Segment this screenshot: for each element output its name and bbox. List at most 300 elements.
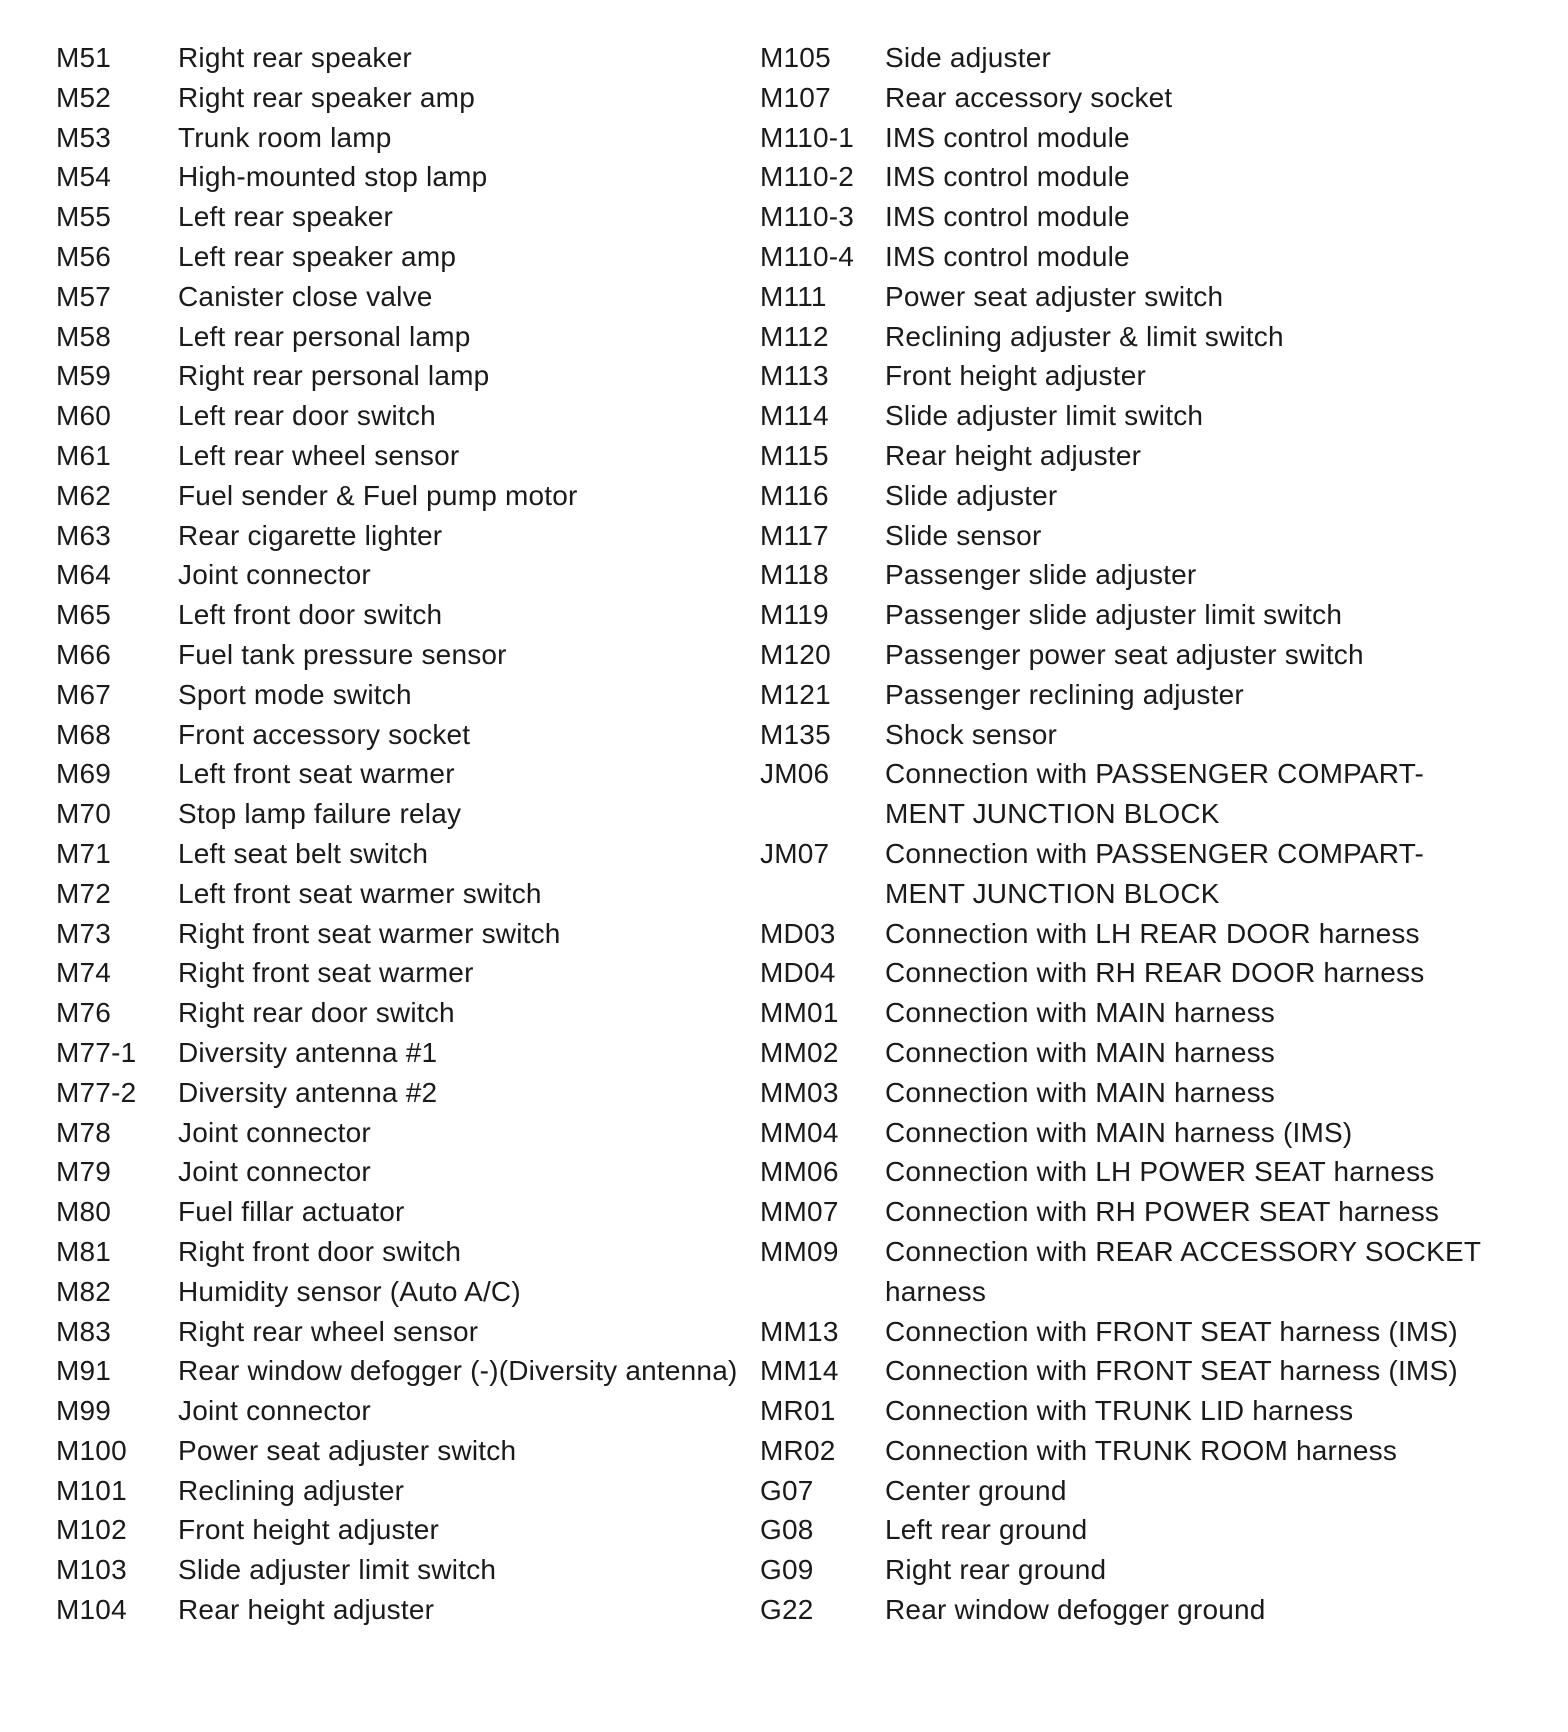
connector-entry (760, 993, 1550, 1033)
connector-description (885, 1073, 1275, 1113)
connector-code: M63 (56, 519, 112, 551)
connector-description (885, 754, 1424, 834)
connector-description-line: Fuel tank pressure sensor (178, 638, 507, 670)
connector-description-line: Joint connector (178, 559, 371, 591)
connector-code: M105 (760, 42, 831, 73)
connector-description (178, 555, 371, 595)
connector-code: M59 (56, 360, 112, 392)
connector-entry (760, 1590, 1550, 1630)
connector-entry (760, 595, 1550, 635)
connector-code: M110-2 (760, 161, 855, 193)
connector-description-line: Rear cigarette lighter (178, 519, 443, 551)
connector-entry (56, 1272, 746, 1312)
connector-description (178, 1073, 437, 1113)
connector-description-line: Connection with LH POWER SEAT harness (885, 1156, 1435, 1188)
connector-list-left (56, 38, 746, 1630)
connector-entry (56, 675, 746, 715)
connector-description-line: Right rear speaker (178, 42, 412, 73)
connector-code: M112 (760, 320, 829, 352)
connector-code: M118 (760, 559, 829, 591)
connector-description-line: Passenger slide adjuster (885, 559, 1197, 591)
connector-entry (56, 118, 746, 158)
connector-entry (56, 38, 746, 78)
connector-code: M72 (56, 877, 112, 909)
connector-description-line: Stop lamp failure relay (178, 798, 462, 830)
connector-entry (56, 1232, 746, 1272)
connector-description-line: Side adjuster (885, 42, 1052, 73)
connector-code: M61 (56, 439, 112, 471)
connector-code: M104 (56, 1594, 127, 1626)
connector-entry (760, 436, 1550, 476)
connector-entry (56, 1471, 746, 1511)
connector-code: G07 (760, 1474, 814, 1506)
connector-description (178, 396, 436, 436)
connector-entry (760, 237, 1550, 277)
connector-entry (56, 1391, 746, 1431)
connector-code: M76 (56, 997, 112, 1029)
connector-description-line: Left rear speaker amp (178, 240, 457, 272)
connector-entry (760, 1192, 1550, 1232)
connector-description (885, 1113, 1352, 1153)
connector-code: M102 (56, 1514, 127, 1546)
connector-entry (56, 834, 746, 874)
connector-entry (760, 476, 1550, 516)
connector-code: G08 (760, 1514, 814, 1546)
connector-code: M113 (760, 360, 829, 392)
connector-description (885, 436, 1141, 476)
connector-description (178, 953, 474, 993)
connector-entry (760, 1471, 1550, 1511)
connector-entry (56, 1510, 746, 1550)
connector-code: M56 (56, 240, 112, 272)
connector-entry (56, 237, 746, 277)
connector-entry (56, 1431, 746, 1471)
connector-description (885, 953, 1424, 993)
connector-entry (760, 1113, 1550, 1153)
connector-entry (56, 953, 746, 993)
connector-entry (56, 396, 746, 436)
connector-description-line: Right rear speaker amp (178, 81, 475, 113)
connector-entry (760, 1351, 1550, 1391)
connector-description (178, 914, 561, 954)
connector-description-line: Connection with FRONT SEAT harness (IMS) (885, 1355, 1458, 1387)
connector-description-line: Connection with FRONT SEAT harness (IMS) (885, 1315, 1458, 1347)
connector-entry (760, 754, 1550, 834)
connector-description-line: Trunk room lamp (178, 121, 392, 153)
connector-code: MR02 (760, 1434, 836, 1466)
connector-description-line: Connection with RH POWER SEAT harness (885, 1196, 1440, 1228)
connector-description (885, 1152, 1434, 1192)
connector-description (178, 1192, 405, 1232)
connector-entry (760, 675, 1550, 715)
connector-description-line: Right front door switch (178, 1235, 462, 1267)
connector-entry (56, 595, 746, 635)
connector-entry (760, 356, 1550, 396)
connector-code: MM06 (760, 1156, 839, 1188)
connector-entry (760, 635, 1550, 675)
connector-code: M57 (56, 280, 112, 312)
connector-entry (56, 993, 746, 1033)
connector-code: M62 (56, 479, 112, 511)
connector-entry (760, 277, 1550, 317)
connector-description (178, 118, 392, 158)
connector-entry (56, 794, 746, 834)
connector-entry (760, 1510, 1550, 1550)
connector-description (178, 1232, 461, 1272)
connector-description-line: Slide sensor (885, 519, 1042, 551)
connector-description (178, 197, 393, 237)
connector-code: M70 (56, 798, 112, 830)
connector-description (178, 595, 442, 635)
connector-code: M54 (56, 161, 112, 193)
connector-description-line: Right rear door switch (178, 997, 455, 1029)
connector-description-line: Front accessory socket (178, 718, 471, 750)
connector-description-line: Left front door switch (178, 599, 443, 631)
connector-entry (760, 1232, 1550, 1312)
connector-code: JM07 (760, 837, 830, 869)
connector-code: M99 (56, 1395, 112, 1427)
connector-entry (56, 555, 746, 595)
connector-code: JM06 (760, 758, 830, 790)
connector-description (178, 1033, 437, 1073)
connector-description (885, 834, 1424, 914)
connector-description-line: Left front seat warmer switch (178, 877, 542, 909)
connector-code: M83 (56, 1315, 112, 1347)
connector-description (178, 277, 433, 317)
connector-entry (760, 1073, 1550, 1113)
connector-description-line: Rear window defogger (-)(Diversity antenna) (178, 1355, 738, 1387)
connector-description-line: Connection with MAIN harness (885, 1076, 1275, 1108)
connector-description-line: Connection with MAIN harness (885, 997, 1275, 1029)
connector-description (885, 1550, 1106, 1590)
connector-description-line: Right rear personal lamp (178, 360, 490, 392)
connector-description (885, 595, 1342, 635)
connector-entry (56, 1113, 746, 1153)
connector-code: MM09 (760, 1235, 839, 1267)
connector-code: M77-1 (56, 1036, 137, 1068)
connector-description (178, 1471, 404, 1511)
connector-description-line: Left rear personal lamp (178, 320, 471, 352)
connector-description (885, 1033, 1275, 1073)
connector-description-line: IMS control module (885, 201, 1130, 233)
connector-description-line: High-mounted stop lamp (178, 161, 488, 193)
connector-description-line: Front height adjuster (178, 1514, 440, 1546)
connector-description (885, 157, 1130, 197)
connector-code: MM14 (760, 1355, 839, 1387)
connector-entry (760, 157, 1550, 197)
connector-description (178, 635, 507, 675)
connector-entry (760, 118, 1550, 158)
connector-code: MD04 (760, 957, 836, 989)
connector-entry (56, 277, 746, 317)
connector-description (885, 1391, 1353, 1431)
connector-code: M64 (56, 559, 112, 591)
connector-code: MM04 (760, 1116, 839, 1148)
connector-description (178, 237, 456, 277)
connector-code: M115 (760, 439, 829, 471)
connector-code: M101 (56, 1474, 127, 1506)
connector-description (178, 436, 459, 476)
connector-description (178, 78, 475, 118)
connector-entry (760, 834, 1550, 914)
connector-description-line: Left seat belt switch (178, 837, 429, 869)
connector-description-line: Reclining adjuster (178, 1474, 405, 1506)
connector-description-line: harness (885, 1275, 987, 1307)
connector-code: MR01 (760, 1395, 836, 1427)
connector-description-line: IMS control module (885, 121, 1130, 153)
connector-description (885, 118, 1130, 158)
connector-description-line: Front height adjuster (885, 360, 1147, 392)
connector-description (885, 1431, 1397, 1471)
connector-description-line: Connection with TRUNK LID harness (885, 1395, 1354, 1427)
connector-code: M66 (56, 638, 112, 670)
connector-code: M77-2 (56, 1076, 137, 1108)
connector-code: MM13 (760, 1315, 839, 1347)
connector-description (178, 157, 487, 197)
connector-description-line: Fuel sender & Fuel pump motor (178, 479, 578, 511)
connector-entry (760, 1033, 1550, 1073)
connector-description (178, 1312, 478, 1352)
connector-code: M116 (760, 479, 829, 511)
connector-description (885, 1192, 1439, 1232)
connector-description-line: Connection with RH REAR DOOR harness (885, 957, 1425, 989)
connector-entry (760, 715, 1550, 755)
connector-entry (760, 197, 1550, 237)
connector-description-line: Rear window defogger ground (885, 1594, 1266, 1626)
connector-description-line: Connection with TRUNK ROOM harness (885, 1434, 1398, 1466)
connector-description (885, 675, 1244, 715)
connector-entry (56, 715, 746, 755)
connector-description-line: Passenger slide adjuster limit switch (885, 599, 1343, 631)
connector-description (178, 1431, 516, 1471)
connector-code: M65 (56, 599, 112, 631)
connector-code: M120 (760, 638, 831, 670)
connector-entry (760, 396, 1550, 436)
connector-description (885, 914, 1420, 954)
connector-code: M81 (56, 1235, 112, 1267)
connector-code: M110-3 (760, 201, 855, 233)
connector-description-line: Connection with MAIN harness (IMS) (885, 1116, 1353, 1148)
connector-code: M78 (56, 1116, 112, 1148)
connector-description (178, 715, 470, 755)
connector-code: M107 (760, 81, 831, 113)
connector-description (178, 1152, 371, 1192)
connector-description (178, 1550, 496, 1590)
connector-entry (56, 356, 746, 396)
connector-description-line: Right front seat warmer (178, 957, 474, 989)
connector-description-line: Left front seat warmer (178, 758, 455, 790)
connector-description-line: Joint connector (178, 1156, 371, 1188)
connector-entry (760, 516, 1550, 556)
connector-description (178, 1590, 434, 1630)
connector-entry (760, 1431, 1550, 1471)
connector-code: M71 (56, 837, 112, 869)
connector-entry (760, 38, 1550, 78)
connector-entry (56, 1152, 746, 1192)
connector-description (178, 834, 428, 874)
connector-entry (56, 476, 746, 516)
connector-description-line: Left rear door switch (178, 400, 436, 432)
connector-description (885, 516, 1041, 556)
connector-entry (56, 1312, 746, 1352)
connector-description-line: MENT JUNCTION BLOCK (885, 798, 1220, 830)
connector-code: M110-1 (760, 121, 855, 153)
connector-code: M80 (56, 1196, 112, 1228)
connector-code: M73 (56, 917, 112, 949)
connector-description (885, 1471, 1067, 1511)
connector-entry (760, 1312, 1550, 1352)
connector-description (885, 78, 1172, 118)
connector-description-line: Humidity sensor (Auto A/C) (178, 1275, 521, 1307)
connector-code: M135 (760, 718, 831, 750)
connector-description (885, 1510, 1087, 1550)
connector-description-line: Right rear wheel sensor (178, 1315, 479, 1347)
connector-entry (56, 1351, 746, 1391)
connector-entry (56, 914, 746, 954)
connector-entry (760, 914, 1550, 954)
connector-description (178, 794, 461, 834)
connector-code: MM03 (760, 1076, 839, 1108)
connector-description-line: Fuel fillar actuator (178, 1196, 405, 1228)
connector-entry (56, 436, 746, 476)
connector-code: M52 (56, 81, 112, 113)
connector-entry (56, 516, 746, 556)
connector-entry (760, 317, 1550, 357)
connector-description (885, 476, 1057, 516)
connector-code: M60 (56, 400, 112, 432)
connector-description-line: Rear height adjuster (885, 439, 1142, 471)
connector-entry (56, 1192, 746, 1232)
connector-code: M68 (56, 718, 112, 750)
connector-description-line: Sport mode switch (178, 678, 412, 710)
connector-code: MM02 (760, 1036, 839, 1068)
connector-description-line: Power seat adjuster switch (885, 280, 1224, 312)
connector-description (885, 1232, 1481, 1312)
connector-entry (56, 157, 746, 197)
connector-description-line: Passenger reclining adjuster (885, 678, 1244, 710)
connector-description (178, 1272, 521, 1312)
connector-description (178, 516, 442, 556)
connector-description (178, 874, 542, 914)
connector-description-line: Power seat adjuster switch (178, 1434, 517, 1466)
connector-code: M67 (56, 678, 112, 710)
connector-description (178, 1510, 439, 1550)
connector-description (885, 356, 1146, 396)
connector-description (178, 675, 412, 715)
connector-description (178, 1113, 371, 1153)
connector-description (178, 356, 489, 396)
connector-code: M103 (56, 1554, 127, 1586)
connector-description-line: Connection with LH REAR DOOR harness (885, 917, 1420, 949)
connector-description (885, 237, 1130, 277)
connector-entry (56, 874, 746, 914)
connector-description-line: Left rear wheel sensor (178, 439, 460, 471)
connector-description-line: Reclining adjuster & limit switch (885, 320, 1284, 352)
connector-code: M79 (56, 1156, 112, 1188)
connector-description-line: Slide adjuster limit switch (885, 400, 1204, 432)
connector-description (178, 754, 455, 794)
connector-description (178, 1351, 738, 1391)
connector-description (885, 1312, 1458, 1352)
connector-list-right (760, 38, 1550, 1630)
connector-code: M121 (760, 678, 831, 710)
connector-description-line: Connection with MAIN harness (885, 1036, 1275, 1068)
connector-description (885, 1590, 1266, 1630)
connector-entry (760, 953, 1550, 993)
connector-description-line: Diversity antenna #1 (178, 1036, 438, 1068)
connector-entry (56, 317, 746, 357)
connector-code: M69 (56, 758, 112, 790)
connector-description-line: Left rear ground (885, 1514, 1088, 1546)
connector-description (178, 38, 412, 78)
connector-entry (56, 1590, 746, 1630)
connector-description (885, 1351, 1458, 1391)
connector-description-line: Right rear ground (885, 1554, 1107, 1586)
connector-description (178, 317, 471, 357)
connector-entry (760, 555, 1550, 595)
connector-entry (56, 635, 746, 675)
connector-description-line: Slide adjuster limit switch (178, 1554, 497, 1586)
connector-description (885, 277, 1223, 317)
connector-entry (760, 78, 1550, 118)
connector-description (885, 635, 1364, 675)
connector-code: M111 (760, 280, 827, 312)
connector-code: M82 (56, 1275, 112, 1307)
connector-code: M53 (56, 121, 112, 153)
connector-entry (56, 1550, 746, 1590)
connector-code: M51 (56, 42, 112, 73)
connector-description (178, 1391, 371, 1431)
connector-entry (56, 1033, 746, 1073)
connector-description (885, 993, 1275, 1033)
connector-description (885, 197, 1130, 237)
connector-entry (56, 1073, 746, 1113)
connector-entry (760, 1550, 1550, 1590)
connector-description (885, 396, 1203, 436)
connector-code: M55 (56, 201, 112, 233)
connector-description-line: IMS control module (885, 240, 1130, 272)
connector-description (178, 993, 455, 1033)
connector-description-line: Rear height adjuster (178, 1594, 435, 1626)
connector-code: M119 (760, 599, 829, 631)
connector-entry (56, 78, 746, 118)
connector-code: G09 (760, 1554, 814, 1586)
connector-code: M74 (56, 957, 112, 989)
connector-description-line: Shock sensor (885, 718, 1058, 750)
connector-description-line: Rear accessory socket (885, 81, 1173, 113)
connector-description-line: Connection with PASSENGER COMPART- (885, 758, 1424, 790)
connector-code: M91 (56, 1355, 112, 1387)
connector-description-line: Joint connector (178, 1395, 371, 1427)
connector-code: M58 (56, 320, 112, 352)
connector-description-line: Connection with REAR ACCESSORY SOCKET (885, 1235, 1482, 1267)
connector-code: M117 (760, 519, 829, 551)
connector-entry (56, 754, 746, 794)
connector-description-line: Diversity antenna #2 (178, 1076, 438, 1108)
connector-code: M110-4 (760, 240, 855, 272)
connector-description (178, 476, 578, 516)
connector-code: MD03 (760, 917, 836, 949)
connector-description-line: Connection with PASSENGER COMPART- (885, 837, 1424, 869)
connector-description-line: MENT JUNCTION BLOCK (885, 877, 1220, 909)
connector-code: G22 (760, 1594, 814, 1626)
connector-description (885, 715, 1057, 755)
connector-code: M114 (760, 400, 829, 432)
connector-description (885, 317, 1284, 357)
connector-code: MM07 (760, 1196, 839, 1228)
connector-entry (56, 197, 746, 237)
connector-description-line: Joint connector (178, 1116, 371, 1148)
